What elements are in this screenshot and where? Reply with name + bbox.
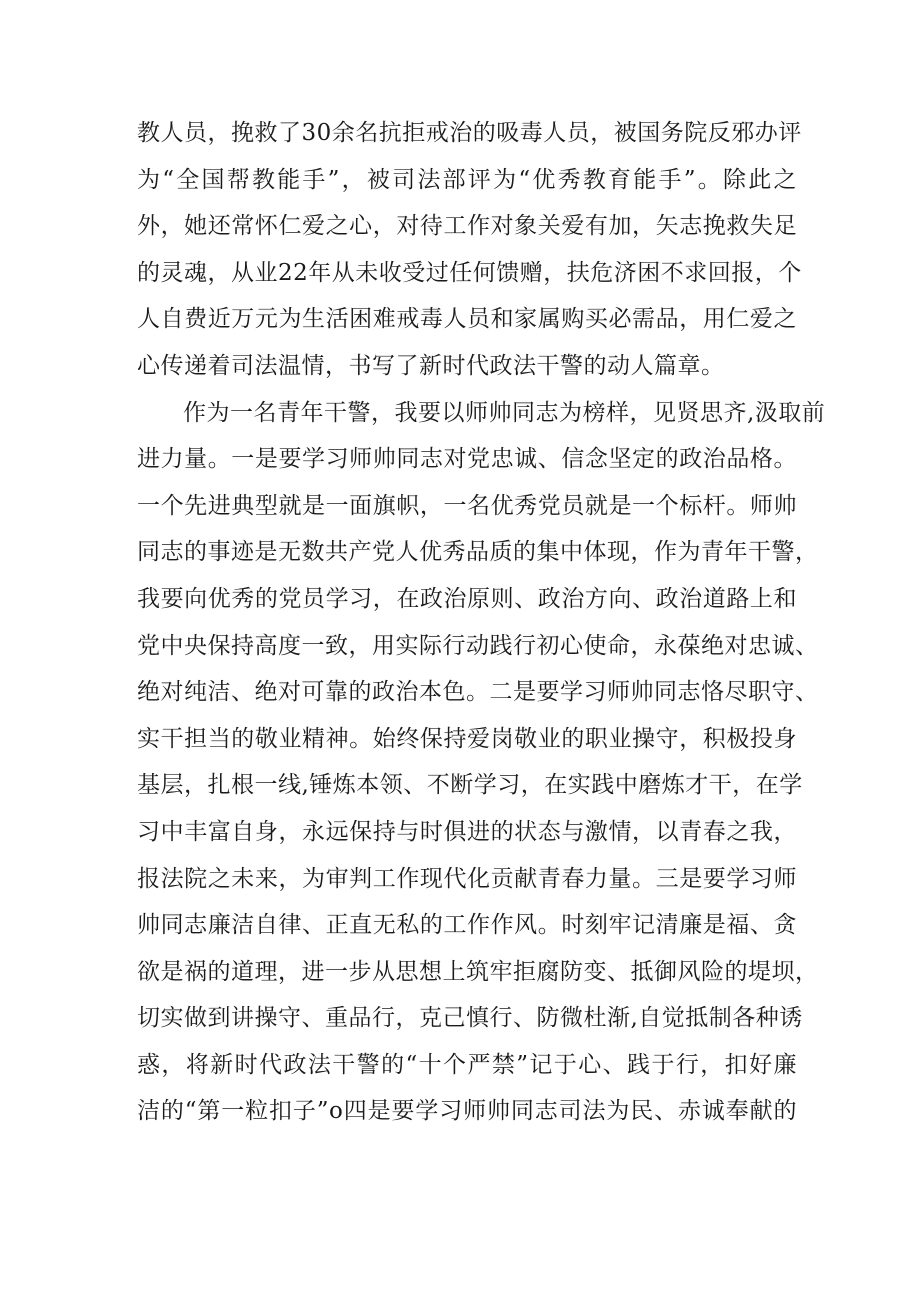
text-line: 切实做到讲操守、重品行，克己慎行、防微杜渐,自觉抵制各种诱: [137, 1005, 803, 1032]
text-line: 进力量。一是要学习师帅同志对党忠诚、信念坚定的政治品格。: [137, 446, 797, 473]
text-line: 实干担当的敬业精神。始终保持爱岗敬业的职业操守，积极投身: [137, 725, 797, 752]
text-line: 教人员，挽救了30余名抗拒戒治的吸毒人员，被国务院反邪办评: [137, 120, 802, 146]
paragraph-1: [137, 110, 802, 390]
text-line: 惑，将新时代政法干警的“十个严禁”记于心、践于行，扣好廉: [137, 1051, 797, 1078]
text-line: 洁的“第一粒扣子”o四是要学习师帅同志司法为民、赤诚奉献的: [137, 1098, 797, 1125]
text-line: 同志的事迹是无数共产党人优秀品质的集中体现，作为青年干警，: [137, 539, 819, 566]
paragraph-2: [137, 390, 826, 1136]
text-line: 习中丰富自身，永远保持与时俱进的状态与激情，以青春之我，: [137, 818, 797, 845]
text-line: 报法院之未来，为审判工作现代化贡献青春力量。三是要学习师: [137, 865, 797, 892]
document-body: [137, 110, 826, 1135]
text-line: 欲是祸的道理，进一步从思想上筑牢拒腐防变、抵御风险的堤坝，: [137, 958, 819, 985]
text-line: 人自费近万元为生活困难戒毒人员和家属购买必需品，用仁爱之: [137, 306, 797, 333]
text-line: 的灵魂，从业22年从未收受过任何馈赠，扶危济困不求回报，个: [137, 259, 802, 286]
text-line: 作为一名青年干警，我要以师帅同志为榜样，见贤思齐,汲取前: [183, 399, 826, 426]
text-line: 绝对纯洁、绝对可靠的政治本色。二是要学习师帅同志恪尽职守、: [137, 679, 819, 706]
text-line: 党中央保持高度一致，用实际行动践行初心使命，永葆绝对忠诚、: [137, 632, 819, 659]
text-line: 外，她还常怀仁爱之心，对待工作对象关爱有加，矢志挽救失足: [137, 213, 797, 240]
text-line: 我要向优秀的党员学习，在政治原则、政治方向、政治道路上和: [137, 585, 797, 612]
text-line: 基层，扎根一线,锤炼本领、不断学习，在实践中磨炼才干，在学: [137, 772, 803, 799]
text-line: 心传递着司法温情，书写了新时代政法干警的动人篇章。: [137, 352, 725, 379]
text-line: 为“全国帮教能手”，被司法部评为“优秀教育能手”。除此之: [137, 166, 797, 193]
text-line: 帅同志廉洁自律、正直无私的工作作风。时刻牢记清廉是福、贪: [137, 912, 797, 939]
text-line: 一个先进典型就是一面旗帜，一名优秀党员就是一个标杆。师帅: [137, 492, 797, 519]
